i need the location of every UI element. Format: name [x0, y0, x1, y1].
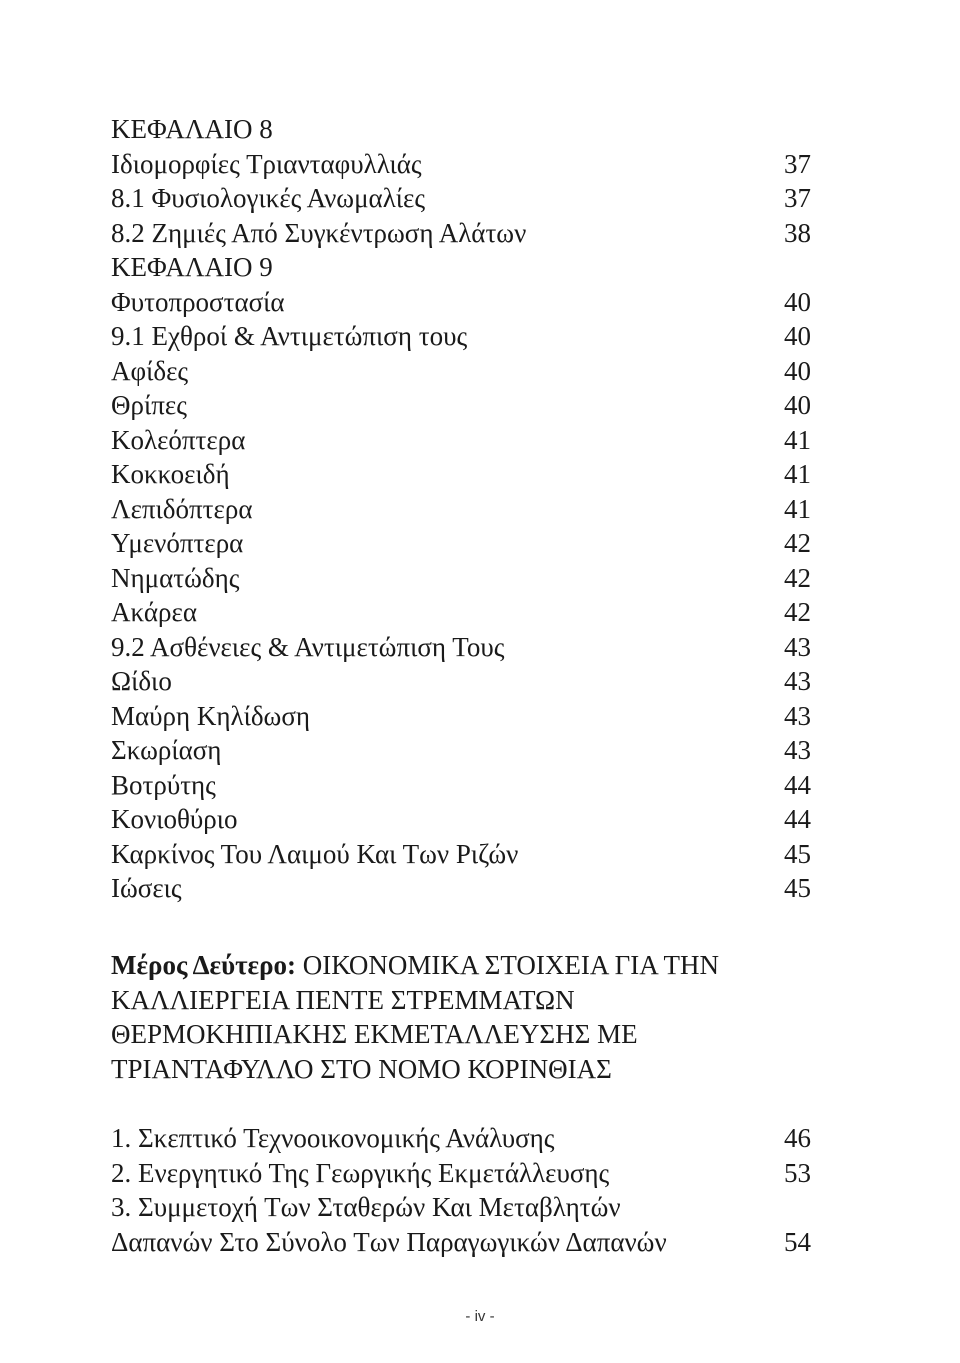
toc-entry-page: 40	[784, 390, 811, 420]
toc-entry-title: 2. Ενεργητικό Της Γεωργικής Εκμετάλλευσης	[111, 1157, 610, 1188]
toc-entry-title: 1. Σκεπτικό Τεχνοοικονομικής Ανάλυσης	[111, 1123, 555, 1153]
toc-entry-page: 41	[784, 493, 811, 524]
toc-entry-title: Μαύρη Κηλίδωση	[111, 700, 311, 731]
toc-entry-title: Φυτοπροστασία	[111, 286, 285, 317]
part-two-heading	[111, 948, 811, 1086]
toc-entry-page: 43	[784, 700, 811, 731]
toc-row	[111, 526, 811, 561]
toc-entry-page: 43	[784, 735, 811, 765]
toc-row	[111, 457, 811, 492]
toc-row	[111, 871, 811, 906]
toc-entry-title: Βοτρύτης	[111, 769, 216, 800]
toc-row	[111, 802, 811, 837]
toc-entry-title: Κολεόπτερα	[111, 424, 246, 455]
toc-entry-page: 40	[784, 321, 811, 351]
toc-row	[111, 1190, 811, 1225]
toc-entry-title: Κονιοθύριο	[111, 804, 238, 834]
toc-entry-page: 37	[784, 148, 811, 179]
toc-entry-title: Κοκκοειδή	[111, 459, 230, 489]
toc-row	[111, 630, 811, 665]
part-two-title: ΟΙΚΟΝΟΜΙΚΑ ΣΤΟΙΧΕΙΑ ΓΙΑ ΤΗΝ ΚΑΛΛΙΕΡΓΕΙΑ ΠΕΝΤΕ ΣΤΡΕΜΜΑΤΩΝ ΘΕΡΜΟΚΗΠΙΑΚΗΣ ΕΚΜΕΤΑΛΛΕΥΣΗΣ ΜΕ ΤΡΙΑΝΤΑΦΥΛΛΟ ΣΤΟ ΝΟΜΟ ΚΟΡΙΝΘΙΑΣ	[111, 950, 719, 1084]
toc-row	[111, 595, 811, 630]
toc-entry-title: Ιώσεις	[111, 873, 182, 903]
part-two-contents	[111, 1121, 811, 1259]
toc-row	[111, 147, 811, 182]
toc-entry-page: 37	[784, 183, 811, 213]
toc-entry-title: Ωίδιο	[111, 666, 172, 696]
toc-row	[111, 181, 811, 216]
toc-entry-page: 38	[784, 217, 811, 248]
toc-row	[111, 285, 811, 320]
toc-entry-title: Σκωρίαση	[111, 735, 222, 765]
toc-entry-page: 45	[784, 838, 811, 869]
toc-entry-page: 41	[784, 424, 811, 455]
toc-entry-page: 43	[784, 666, 811, 696]
toc-row	[111, 768, 811, 803]
toc-entry-page: 46	[784, 1123, 811, 1153]
toc-entry-title: ΚΕΦΑΛΑΙΟ 9	[111, 252, 273, 282]
toc-entry-title: 8.1 Φυσιολογικές Ανωμαλίες	[111, 183, 426, 213]
toc-row	[111, 216, 811, 251]
toc-entry-page: 40	[784, 355, 811, 386]
toc-row	[111, 837, 811, 872]
toc-entry-title: 3. Συμμετοχή Των Σταθερών Και Μεταβλητών	[111, 1192, 621, 1222]
toc-row	[111, 1156, 811, 1191]
toc-entry-page: 43	[784, 631, 811, 662]
toc-entry-title: 9.1 Εχθροί & Αντιμετώπιση τους	[111, 321, 468, 351]
toc-entry-title: Δαπανών Στο Σύνολο Των Παραγωγικών Δαπανών	[111, 1226, 667, 1257]
toc-entry-page: 42	[784, 562, 811, 593]
toc-entry-page: 42	[784, 528, 811, 558]
toc-entry-title: Θρίπες	[111, 390, 187, 420]
toc-entry-page: 41	[784, 459, 811, 489]
toc-entry-title: Νηματώδης	[111, 562, 240, 593]
toc-entry-page: 42	[784, 597, 811, 627]
toc-entry-title: Υμενόπτερα	[111, 528, 244, 558]
toc-row	[111, 1225, 811, 1260]
toc-row	[111, 388, 811, 423]
toc-entry-page: 54	[784, 1226, 811, 1257]
toc-row-chapter-9	[111, 250, 811, 285]
toc-entry-page: 45	[784, 873, 811, 903]
toc-row	[111, 664, 811, 699]
part-two-label: Μέρος Δεύτερο:	[111, 950, 297, 980]
toc-entry-page: 44	[784, 769, 811, 800]
toc-row	[111, 561, 811, 596]
toc-row	[111, 423, 811, 458]
toc-row-chapter-8	[111, 112, 811, 147]
toc-entry-title: Λεπιδόπτερα	[111, 493, 253, 524]
toc-row	[111, 492, 811, 527]
toc-entry-page: 53	[784, 1157, 811, 1188]
toc-entry-title: Ακάρεα	[111, 597, 197, 627]
toc-row	[111, 733, 811, 768]
toc-entry-title: ΚΕΦΑΛΑΙΟ 8	[111, 114, 273, 144]
toc-row	[111, 699, 811, 734]
toc-entry-title: Αφίδες	[111, 355, 189, 386]
toc-entry-page: 44	[784, 804, 811, 834]
toc-entry-page: 40	[784, 286, 811, 317]
table-of-contents	[111, 112, 811, 906]
toc-entry-title: Ιδιομορφίες Τριανταφυλλιάς	[111, 148, 422, 179]
toc-row	[111, 1121, 811, 1156]
page-number: - iv -	[465, 1308, 495, 1325]
toc-entry-title: Καρκίνος Του Λαιμού Και Των Ριζών	[111, 838, 519, 869]
toc-row	[111, 354, 811, 389]
toc-entry-title: 9.2 Ασθένειες & Αντιμετώπιση Τους	[111, 631, 505, 662]
toc-entry-title: 8.2 Ζημιές Από Συγκέντρωση Αλάτων	[111, 217, 527, 248]
toc-row	[111, 319, 811, 354]
